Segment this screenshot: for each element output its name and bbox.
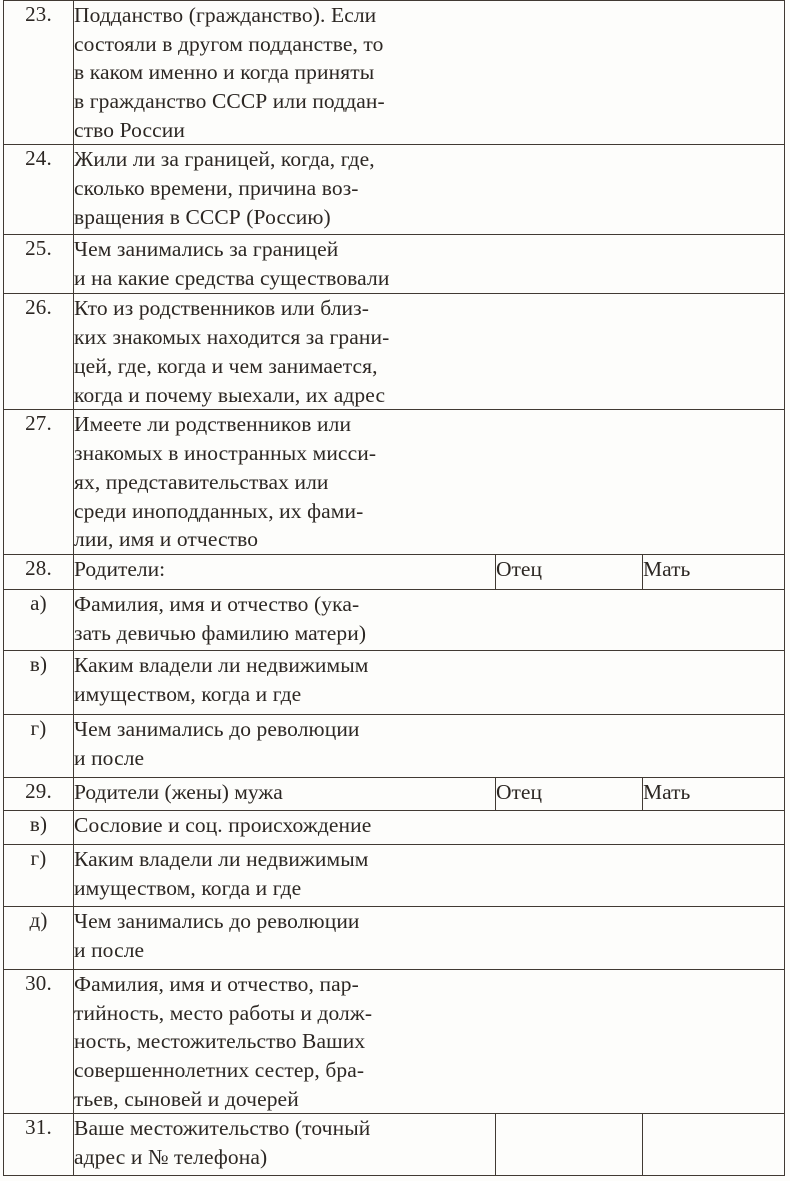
- row-number: 26.: [4, 294, 74, 410]
- question-line: тьев, сыновей и дочерей: [74, 1086, 299, 1111]
- row-question: [74, 589, 785, 650]
- question-line: Имеете ли родственников или: [74, 412, 352, 437]
- row-question: [74, 906, 785, 969]
- row-question: [74, 294, 785, 410]
- question-line: Ваше местожительство (точный: [74, 1116, 371, 1141]
- row-number: 24.: [4, 145, 74, 235]
- table-row: [4, 844, 785, 906]
- question-line: Жили ли за границей, когда, где,: [74, 147, 375, 172]
- question-line: Чем занимались до революции: [74, 908, 360, 933]
- question-line: Родители (жены) мужа: [74, 779, 283, 804]
- table-row-parents-spouse: [4, 777, 785, 810]
- question-line: и после: [74, 745, 145, 770]
- question-line: Сословие и соц. происхождение: [74, 812, 372, 837]
- question-line: Каким владели ли недвижимым: [74, 652, 369, 677]
- question-line: зать девичью фамилию матери): [74, 620, 367, 645]
- question-line: и на какие средства существовали: [74, 266, 390, 291]
- table-row: [4, 714, 785, 777]
- father-column-header: Отец: [496, 777, 643, 810]
- question-line: Фамилия, имя и отчество (ука-: [74, 591, 360, 616]
- father-column-header: Отец: [496, 554, 643, 589]
- question-line: Родители:: [74, 556, 166, 581]
- question-line: и после: [74, 937, 145, 962]
- row-number: 28.: [4, 554, 74, 589]
- row-question: [74, 714, 785, 777]
- row-number: 31.: [4, 1114, 74, 1176]
- questionnaire-table: [3, 0, 785, 1176]
- answer-cell-1[interactable]: [496, 1114, 643, 1176]
- question-line: ство России: [74, 117, 185, 142]
- row-number: 29.: [4, 777, 74, 810]
- question-line: сколько времени, причина воз-: [74, 176, 359, 201]
- row-number: 30.: [4, 969, 74, 1113]
- row-question: [74, 1, 785, 145]
- question-line: тийность, место работы и долж-: [74, 1000, 373, 1025]
- question-line: в каком именно и когда приняты: [74, 60, 375, 85]
- row-question: [74, 844, 785, 906]
- table-row: [4, 294, 785, 410]
- row-question: [74, 1114, 496, 1176]
- question-line: в гражданство СССР или поддан-: [74, 89, 385, 114]
- mother-column-header: Мать: [643, 777, 785, 810]
- row-number: г): [4, 714, 74, 777]
- table-row: [4, 589, 785, 650]
- row-question: [74, 810, 785, 844]
- row-number: а): [4, 589, 74, 650]
- question-line: Чем занимались до революции: [74, 716, 360, 741]
- mother-column-header: Мать: [643, 554, 785, 589]
- table-row: [4, 810, 785, 844]
- question-line: имуществом, когда и где: [74, 875, 302, 900]
- table-row-residence: [4, 1114, 785, 1176]
- question-line: Подданство (гражданство). Если: [74, 3, 377, 27]
- table-row: [4, 235, 785, 294]
- question-line: Каким владели ли недвижимым: [74, 846, 369, 871]
- question-line: вращения в СССР (Россию): [74, 204, 331, 229]
- table-row: [4, 650, 785, 714]
- row-question: [74, 969, 785, 1113]
- row-question: [74, 235, 785, 294]
- question-line: ких знакомых находится за грани-: [74, 325, 390, 350]
- question-line: когда и почему выехали, их адрес: [74, 382, 386, 407]
- question-line: Чем занимались за границей: [74, 237, 339, 262]
- question-line: ность, местожительство Ваших: [74, 1029, 366, 1054]
- question-line: совершеннолетних сестер, бра-: [74, 1057, 365, 1082]
- row-question: [74, 650, 785, 714]
- row-number: 23.: [4, 1, 74, 145]
- table-row: [4, 969, 785, 1113]
- question-line: Кто из родственников или близ-: [74, 296, 370, 321]
- question-line: среди иноподданных, их фами-: [74, 498, 364, 523]
- row-question: [74, 777, 496, 810]
- row-number: в): [4, 810, 74, 844]
- question-line: имуществом, когда и где: [74, 681, 302, 706]
- row-number: 25.: [4, 235, 74, 294]
- row-question: [74, 145, 785, 235]
- row-question: [74, 554, 496, 589]
- table-row-parents: [4, 554, 785, 589]
- row-number: в): [4, 650, 74, 714]
- question-line: знакомых в иностранных мисси-: [74, 441, 377, 466]
- question-line: ях, представительствах или: [74, 469, 329, 494]
- question-line: цей, где, когда и чем занимается,: [74, 353, 378, 378]
- table-row: [4, 1, 785, 145]
- row-number: 27.: [4, 410, 74, 554]
- table-row: [4, 410, 785, 554]
- question-line: состояли в другом подданстве, то: [74, 31, 384, 56]
- question-line: адрес и № телефона): [74, 1145, 268, 1169]
- answer-cell-2[interactable]: [643, 1114, 785, 1176]
- row-number: г): [4, 844, 74, 906]
- row-number: д): [4, 906, 74, 969]
- table-row: [4, 906, 785, 969]
- table-row: [4, 145, 785, 235]
- question-line: Фамилия, имя и отчество, пар-: [74, 971, 359, 996]
- question-line: лии, имя и отчество: [74, 527, 259, 552]
- row-question: [74, 410, 785, 554]
